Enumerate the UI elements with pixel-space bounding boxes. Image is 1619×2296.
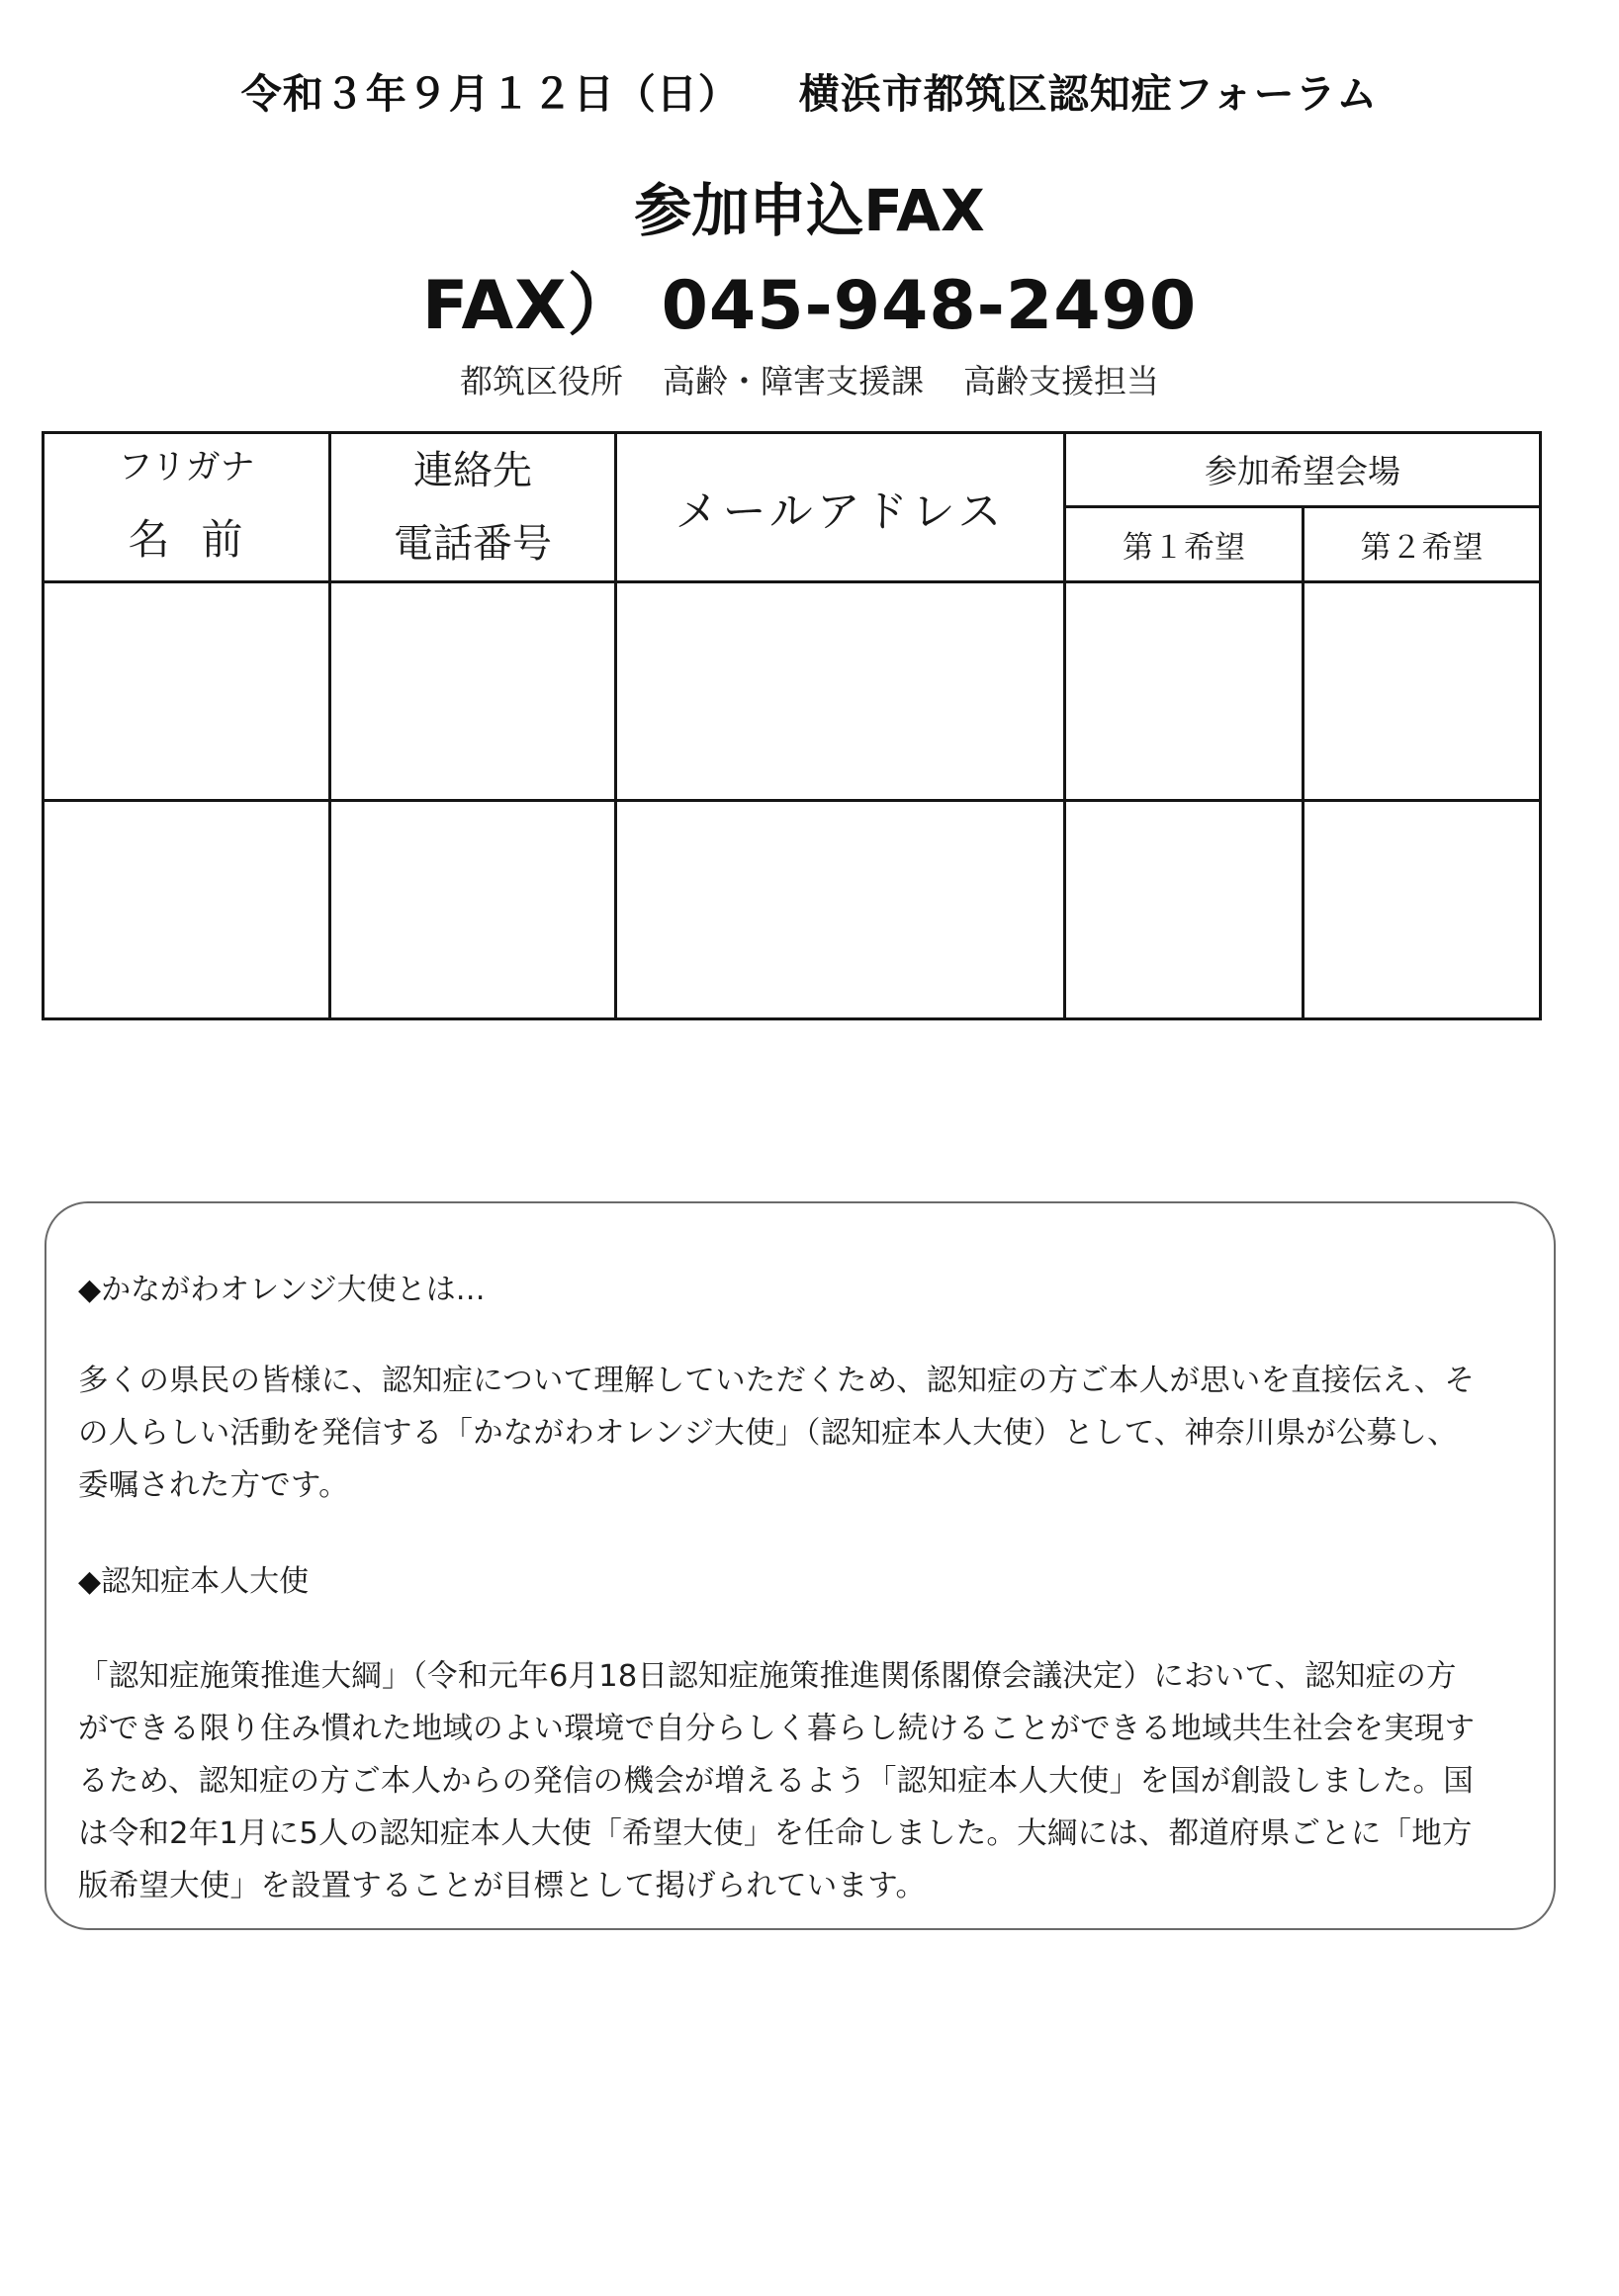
section2-heading-text: 認知症本人大使 bbox=[101, 1564, 310, 1599]
section2-line: 「認知症施策推進大綱」（令和元年6月18日認知症施策推進関係閣僚会議決定）において、認知症の方 bbox=[78, 1659, 1457, 1694]
section1-line: 委嘱された方です。 bbox=[78, 1468, 349, 1503]
second-choice-cell[interactable] bbox=[1304, 801, 1541, 1019]
fax-label: FAX） bbox=[421, 267, 636, 345]
section1-line: 多くの県民の皆様に、認知症について理解していただくため、認知症の方ご本人が思いを直接伝え、そ bbox=[78, 1364, 1476, 1398]
section1-heading bbox=[78, 1265, 486, 1308]
header-first-choice: 第１希望 bbox=[1065, 506, 1304, 581]
header-name bbox=[44, 433, 330, 582]
header-second-choice: 第２希望 bbox=[1304, 506, 1541, 581]
fax-number: 045-948-2490 bbox=[661, 267, 1198, 345]
header-contact-label: 連絡先 bbox=[413, 448, 532, 493]
section2-line: は令和2年1月に5人の認知症本人大使「希望大使」を任命しました。大綱には、都道府県ごとに「地方 bbox=[78, 1816, 1473, 1851]
section1-heading-text: かながわオレンジ大使とは… bbox=[101, 1273, 486, 1307]
phone-cell[interactable] bbox=[330, 582, 616, 801]
header-name-label: 名前 bbox=[128, 515, 275, 565]
email-cell[interactable] bbox=[616, 801, 1065, 1019]
dept-section: 高齢支援担当 bbox=[963, 362, 1159, 400]
event-header bbox=[0, 61, 1619, 120]
event-date: 令和３年９月１２日（日） bbox=[240, 70, 740, 118]
first-choice-cell[interactable] bbox=[1065, 801, 1304, 1019]
second-choice-cell[interactable] bbox=[1304, 582, 1541, 801]
section2-line: るため、認知症の方ご本人からの発信の機会が増えるよう「認知症本人大使」を国が創設しました。国 bbox=[78, 1764, 1474, 1799]
table-row bbox=[44, 801, 1541, 1019]
section1-line: の人らしい活動を発信する「かながわオレンジ大使」（認知症本人大使）として、神奈川県が公募し、 bbox=[78, 1416, 1458, 1451]
header-contact bbox=[330, 433, 616, 582]
dept-office: 都筑区役所 bbox=[460, 362, 623, 400]
section2-line: 版希望大使」を設置することが目標として掲げられています。 bbox=[78, 1869, 927, 1903]
dept-division: 高齢・障害支援課 bbox=[663, 362, 924, 400]
header-venue: 参加希望会場 bbox=[1065, 433, 1541, 507]
section2-heading bbox=[78, 1556, 309, 1600]
black-diamond-icon: ◆ bbox=[78, 1564, 102, 1599]
header-phone-label: 電話番号 bbox=[394, 521, 552, 567]
name-cell[interactable] bbox=[44, 582, 330, 801]
email-cell[interactable] bbox=[616, 582, 1065, 801]
fax-line bbox=[0, 252, 1619, 348]
table-row bbox=[44, 582, 1541, 801]
section2-line: ができる限り住み慣れた地域のよい環境で自分らしく暮らし続けることができる地域共生社会を実現す bbox=[78, 1712, 1476, 1746]
header-furigana: フリガナ bbox=[118, 447, 255, 487]
event-name: 横浜市都筑区認知症フォーラム bbox=[798, 70, 1379, 118]
first-choice-cell[interactable] bbox=[1065, 582, 1304, 801]
phone-cell[interactable] bbox=[330, 801, 616, 1019]
header-email: メールアドレス bbox=[616, 433, 1065, 582]
name-cell[interactable] bbox=[44, 801, 330, 1019]
department-line bbox=[0, 356, 1619, 402]
application-table bbox=[42, 431, 1542, 1020]
form-title: 参加申込FAX bbox=[634, 177, 985, 244]
info-box bbox=[45, 1201, 1556, 1930]
black-diamond-icon: ◆ bbox=[78, 1273, 102, 1307]
